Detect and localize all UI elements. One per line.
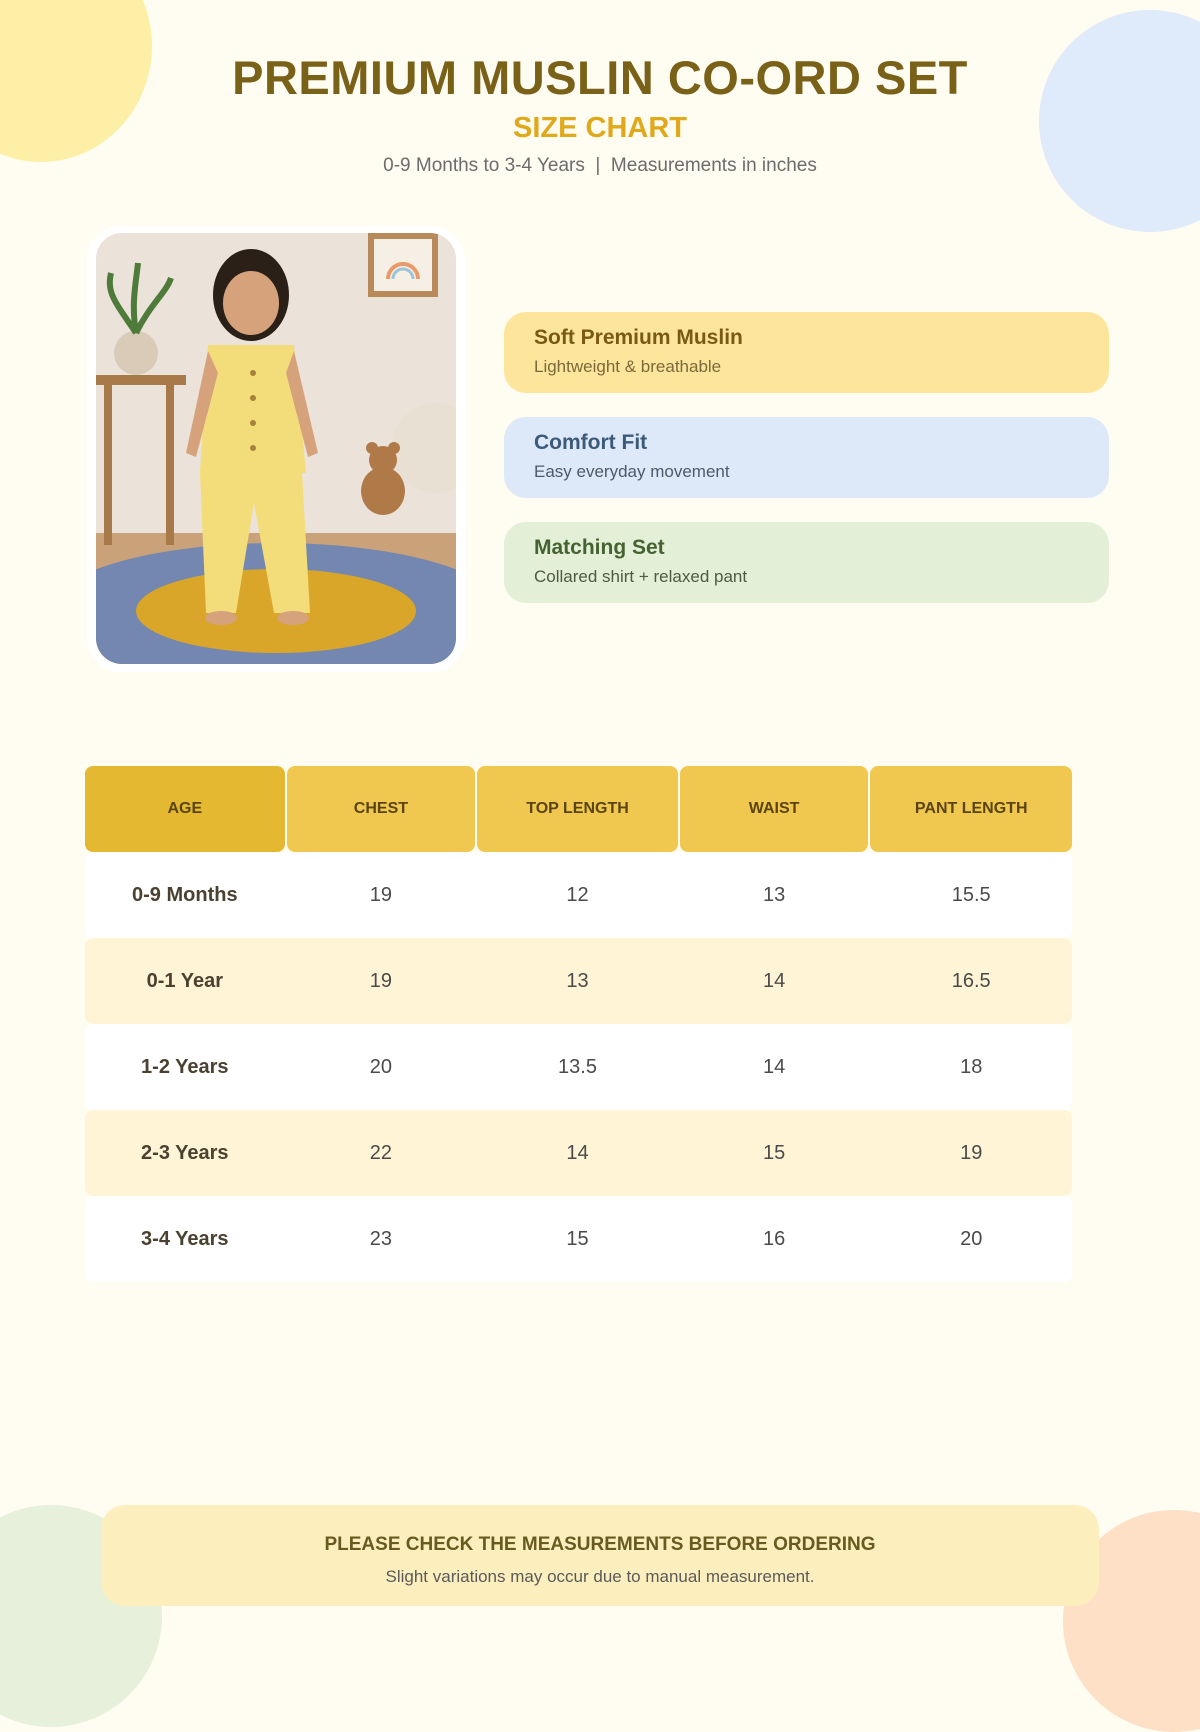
cell-top-length: 13.5 <box>558 1055 597 1078</box>
header-waist: WAIST <box>680 766 869 852</box>
toddler-illustration <box>96 233 456 664</box>
cell-chest: 23 <box>369 1227 393 1250</box>
cell-top-length: 14 <box>566 1141 589 1164</box>
cell-age: 1-2 Years <box>141 1055 229 1078</box>
cell-age: 2-3 Years <box>141 1141 229 1164</box>
header-pant-length: PANT LENGTH <box>870 766 1072 852</box>
header-top-length: TOP LENGTH <box>477 766 678 852</box>
table-row <box>85 1024 1072 1110</box>
cell-pant-length: 16.5 <box>951 969 991 992</box>
cell-chest: 19 <box>369 883 393 906</box>
cell-waist: 14 <box>762 1055 786 1078</box>
table-row <box>85 1110 1072 1196</box>
feature-desc: Lightweight & breathable <box>534 357 722 376</box>
cell-waist: 14 <box>762 969 786 992</box>
cell-pant-length: 19 <box>960 1141 983 1164</box>
cell-chest: 19 <box>369 969 393 992</box>
cell-chest: 22 <box>369 1141 393 1164</box>
size-chart-table <box>85 766 1072 1282</box>
cell-age: 3-4 Years <box>141 1227 229 1250</box>
product-photo <box>96 233 456 664</box>
table-header-row <box>85 766 1072 852</box>
cell-waist: 13 <box>762 883 786 906</box>
feature-title: Soft Premium Muslin <box>534 326 743 349</box>
cell-waist: 16 <box>762 1227 786 1250</box>
note-desc: Slight variations may occur due to manual measurement. <box>385 1567 815 1586</box>
page-tagline: 0-9 Months to 3-4 Years | Measurements in inches <box>383 155 817 176</box>
product-photo-frame <box>87 226 465 672</box>
feature-title: Comfort Fit <box>534 431 648 454</box>
note-title: PLEASE CHECK THE MEASUREMENTS BEFORE ORDERING <box>324 1534 876 1555</box>
measurement-note <box>101 1505 1099 1606</box>
table-row <box>85 852 1072 938</box>
cell-top-length: 15 <box>566 1227 589 1250</box>
header <box>0 48 1200 179</box>
cell-top-length: 13 <box>566 969 589 992</box>
cell-age: 0-1 Year <box>146 969 223 992</box>
page-subtitle: SIZE CHART <box>513 112 687 144</box>
header-age: AGE <box>85 766 285 852</box>
header-chest: CHEST <box>287 766 476 852</box>
feature-title: Matching Set <box>534 536 665 559</box>
page-title: PREMIUM MUSLIN CO-ORD SET <box>232 51 968 104</box>
cell-chest: 20 <box>369 1055 393 1078</box>
cell-top-length: 12 <box>566 883 589 906</box>
feature-card-matching <box>504 522 1109 603</box>
cell-pant-length: 15.5 <box>951 883 991 906</box>
feature-card-comfort <box>504 417 1109 498</box>
cell-waist: 15 <box>762 1141 786 1164</box>
feature-card-muslin <box>504 312 1109 393</box>
cell-pant-length: 20 <box>960 1227 983 1250</box>
table-row <box>85 1196 1072 1282</box>
feature-desc: Collared shirt + relaxed pant <box>534 567 748 586</box>
cell-age: 0-9 Months <box>132 883 238 906</box>
feature-desc: Easy everyday movement <box>534 462 730 481</box>
table-row <box>85 938 1072 1024</box>
cell-pant-length: 18 <box>960 1055 983 1078</box>
